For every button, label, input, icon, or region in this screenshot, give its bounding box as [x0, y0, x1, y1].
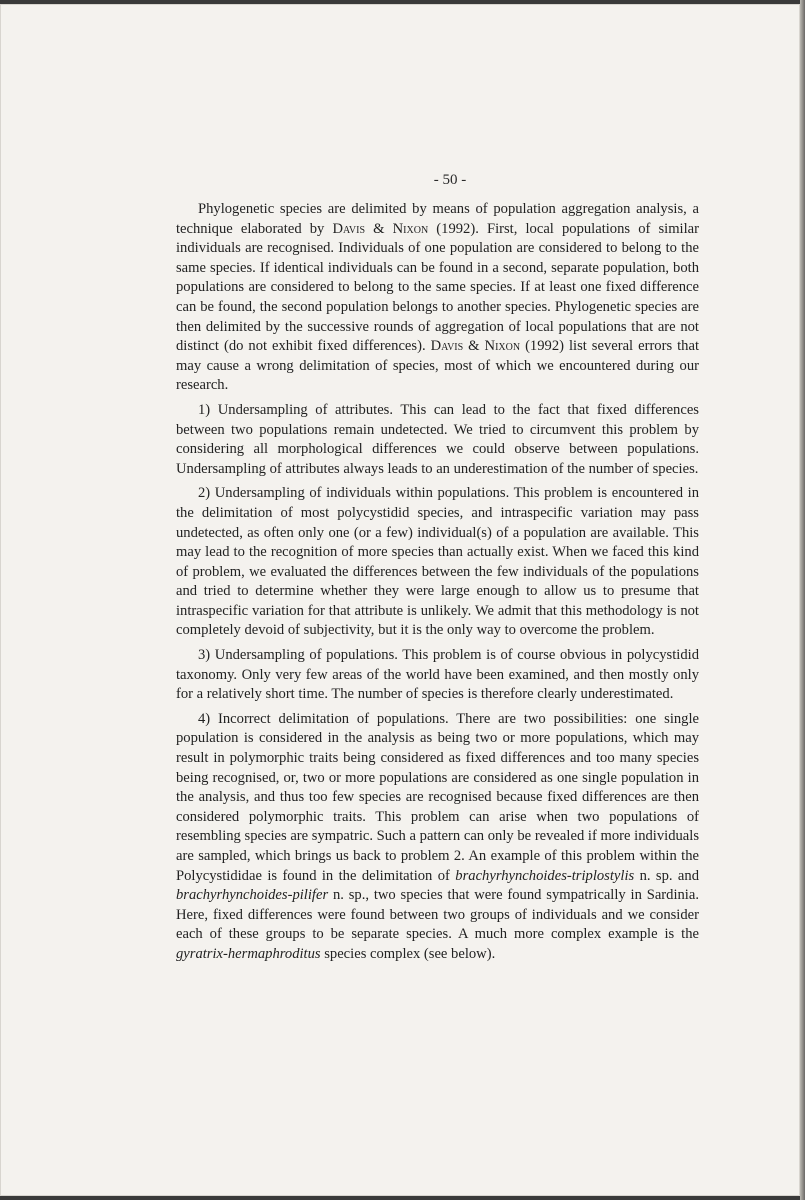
- body-text: [176, 200, 699, 970]
- text-run: &: [365, 220, 393, 237]
- page-number: - 50 -: [433, 172, 467, 188]
- paragraph-point-2: [176, 484, 699, 641]
- paragraph-point-3: [176, 646, 699, 705]
- paragraph-point-1: [176, 401, 699, 479]
- author-name: Nixon: [484, 338, 521, 355]
- species-name: brachyrhynchoides-pilifer: [176, 887, 329, 904]
- author-name: Davis: [430, 338, 464, 355]
- author-name: Nixon: [392, 220, 429, 237]
- text-run: &: [463, 338, 485, 355]
- text-run: (1992). First, local populations of similar individuals are recognised. Individuals of one population are considered to belong to the same species. If identical individuals can be found in a second, separate population, both populations are considered to belong to the same species. If at least one fixed difference can be found, the second population belongs to another species. Phylogenetic species are then delimited by the successive rounds of aggregation of local populations that are not distinct (do not exhibit fixed differences).: [176, 220, 700, 355]
- text-run: n. sp., two species that were found sympatrically in Sardinia. Here, fixed differences were found between two groups of individuals and we consider each of these groups to be separate species. A much more complex example is the: [176, 887, 699, 943]
- text-run: Phylogenetic species are delimited by means of population aggregation analysis, a technique elaborated by: [176, 201, 699, 237]
- author-name: Davis: [332, 220, 366, 237]
- species-name: brachyrhynchoides-triplostylis: [455, 867, 635, 884]
- paragraph-point-4: [176, 710, 699, 965]
- page: [0, 4, 800, 1196]
- text-run: n. sp. and: [634, 867, 699, 884]
- text-run: 4) Incorrect delimitation of populations. There are two possibilities: one single population is considered in the analysis as being two or more populations, which may result in polymorphic traits being considered as fixed differences and too many species being recognised, or, two or more populations are considered as one single population in the analysis, and thus too few species are recognised because fixed differences are then considered polymorphic traits. This problem can arise when two populations of resembling species are sympatric. Such a pattern can only be revealed if more individuals are sampled, which brings us back to problem 2. An example of this problem within the Polycystididae is found in the delimitation of: [176, 710, 699, 884]
- text-run: 1) Undersampling of attributes. This can lead to the fact that fixed differences between two populations remain undetected. We tried to circumvent this problem by considering all morphological differences we could observe between populations. Undersampling of attributes always leads to an underestimation of the number of species.: [176, 401, 699, 477]
- species-name: gyratrix-hermaphroditus: [176, 945, 321, 962]
- text-run: 2) Undersampling of individuals within populations. This problem is encountered in the delimitation of most polycystidid species, and intraspecific variation may pass undetected, as often only one (or a few) individual(s) of a population are available. This may lead to the recognition of more species than actually exist. When we faced this kind of problem, we evaluated the differences between the few individuals of the populations and tried to determine whether they were large enough to allow us to presume that intraspecific variation for that attribute is unlikely. We admit that this methodology is not completely devoid of subjectivity, but it is the only way to overcome the problem.: [176, 485, 699, 639]
- page-edge: [800, 0, 805, 1200]
- paragraph-intro: [176, 200, 699, 396]
- text-run: (1992) list several errors that may cause a wrong delimitation of species, most of which we encountered during our research.: [176, 338, 700, 394]
- text-run: 3) Undersampling of populations. This problem is of course obvious in polycystidid taxonomy. Only very few areas of the world have been examined, and then mostly only for a relatively short time. The number of species is therefore clearly underestimated.: [176, 647, 699, 703]
- text-run: species complex (see below).: [320, 945, 496, 962]
